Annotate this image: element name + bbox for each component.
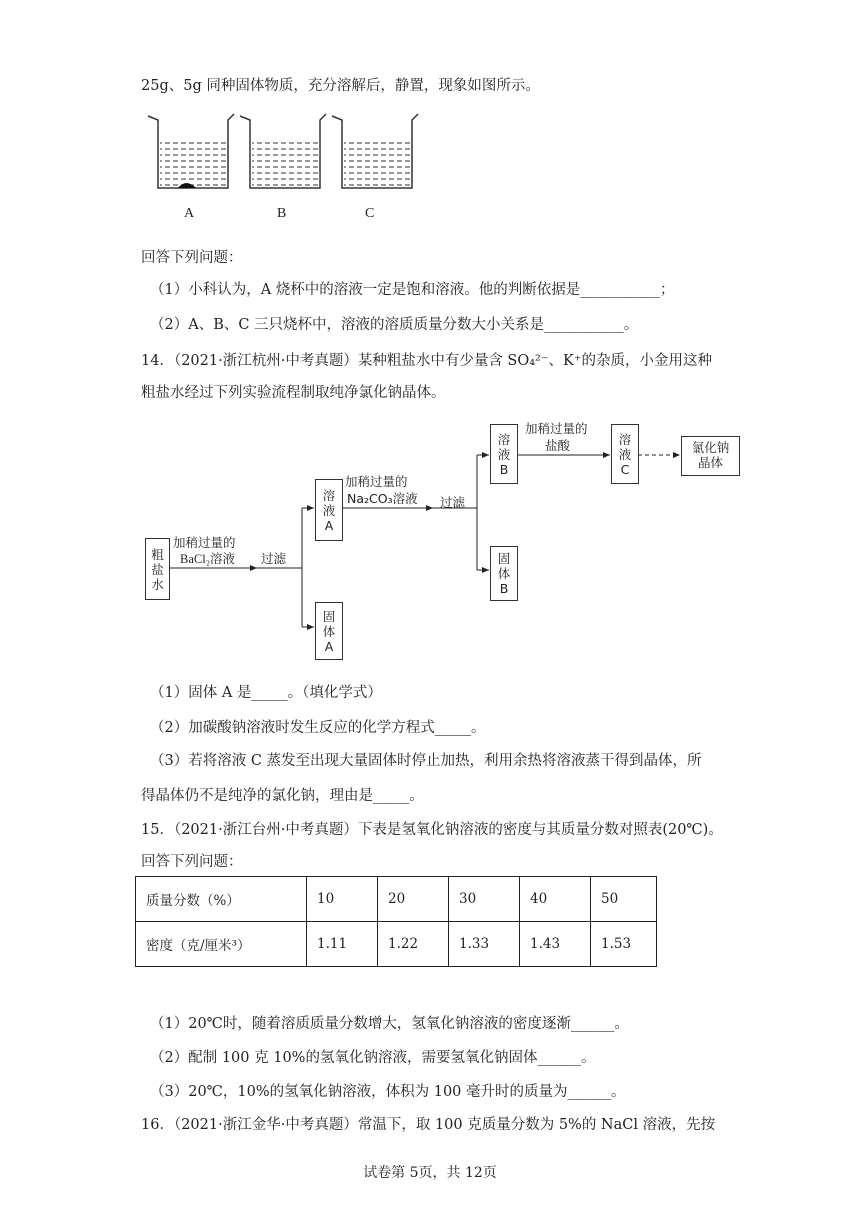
q13-prompt: 回答下列问题：	[141, 250, 243, 266]
solid-b-box: 固 体 B	[490, 546, 518, 601]
table-cell: 30	[449, 877, 520, 922]
hcl-label-2: 盐酸	[545, 438, 571, 453]
table-cell: 1.43	[520, 922, 591, 967]
q15-part2: （2）配制 100 克 10%的氢氧化钠溶液，需要氢氧化钠固体______。	[150, 1050, 596, 1066]
table-cell: 10	[307, 877, 378, 922]
table-header-cell: 质量分数（%）	[136, 877, 307, 922]
q15-line1: 15．（2021·浙江台州·中考真题）下表是氢氧化钠溶液的密度与其质量分数对照表(20℃)。	[141, 822, 723, 838]
q15-line2: 回答下列问题：	[141, 854, 243, 870]
table-cell: 20	[378, 877, 449, 922]
table-cell: 50	[591, 877, 657, 922]
q14-part1: （1）固体 A 是_____。（填化学式）	[150, 685, 382, 701]
filter-1-label: 过滤	[261, 551, 287, 566]
q15-part1: （1）20℃时，随着溶质质量分数增大，氢氧化钠溶液的密度逐渐______。	[150, 1016, 629, 1032]
table-cell: 1.33	[449, 922, 520, 967]
table-row	[136, 922, 657, 967]
q14-part2: （2）加碳酸钠溶液时发生反应的化学方程式_____。	[150, 720, 486, 736]
table-cell: 40	[520, 877, 591, 922]
table-header-cell: 密度（克/厘米³）	[136, 922, 307, 967]
table-cell: 1.22	[378, 922, 449, 967]
hcl-label-1: 加稍过量的	[525, 421, 588, 436]
q13-part1: （1）小科认为，A 烧杯中的溶液一定是饱和溶液。他的判断依据是___________；	[150, 282, 675, 298]
solution-c-box: 溶 液 C	[611, 424, 639, 484]
q15-part3: （3）20℃，10%的氢氧化钠溶液，体积为 100 毫升时的质量为______。	[150, 1084, 626, 1100]
intro-line: 25g、5g 同种固体物质，充分溶解后，静置，现象如图所示。	[141, 78, 540, 94]
table-row	[136, 877, 657, 922]
q13-part2: （2）A、B、C 三只烧杯中，溶液的溶质质量分数大小关系是___________。	[150, 317, 639, 333]
table-cell: 1.11	[307, 922, 378, 967]
q14-part3b: 得晶体仍不是纯净的氯化钠，理由是_____。	[141, 788, 424, 804]
nacl-crystal-box: 氯化钠 晶体	[681, 436, 740, 476]
page-footer: 试卷第 5页，共 12页	[363, 1165, 497, 1181]
density-table	[135, 876, 657, 967]
solution-a-box: 溶 液 A	[315, 479, 343, 541]
table-cell: 1.53	[591, 922, 657, 967]
beaker-label-c: C	[365, 206, 375, 221]
na2co3-label-1: 加稍过量的	[345, 474, 408, 489]
bacl2-label-2: BaCl₂溶液	[180, 552, 236, 566]
crude-salt-box: 粗 盐 水	[145, 538, 170, 600]
q16-line1: 16．（2021·浙江金华·中考真题）常温下，取 100 克质量分数为 5%的 NaCl 溶液，先按	[141, 1117, 716, 1133]
beaker-label-b: B	[277, 206, 287, 221]
solution-b-box: 溶 液 B	[490, 424, 518, 484]
na2co3-label-2: Na₂CO₃溶液	[347, 491, 418, 506]
solid-a-box: 固 体 A	[315, 602, 343, 660]
q14-part3a: （3）若将溶液 C 蒸发至出现大量固体时停止加热，利用余热将溶液蒸干得到晶体，所	[150, 753, 702, 769]
q14-line2: 粗盐水经过下列实验流程制取纯净氯化钠晶体。	[141, 385, 446, 401]
filter-2-label: 过滤	[440, 495, 466, 510]
bacl2-label-1: 加稍过量的	[173, 535, 236, 550]
q14-line1: 14．（2021·浙江杭州·中考真题）某种粗盐水中有少量含 SO₄²⁻、K⁺的杂质，小金用这种	[141, 353, 713, 369]
beaker-label-a: A	[184, 206, 195, 221]
